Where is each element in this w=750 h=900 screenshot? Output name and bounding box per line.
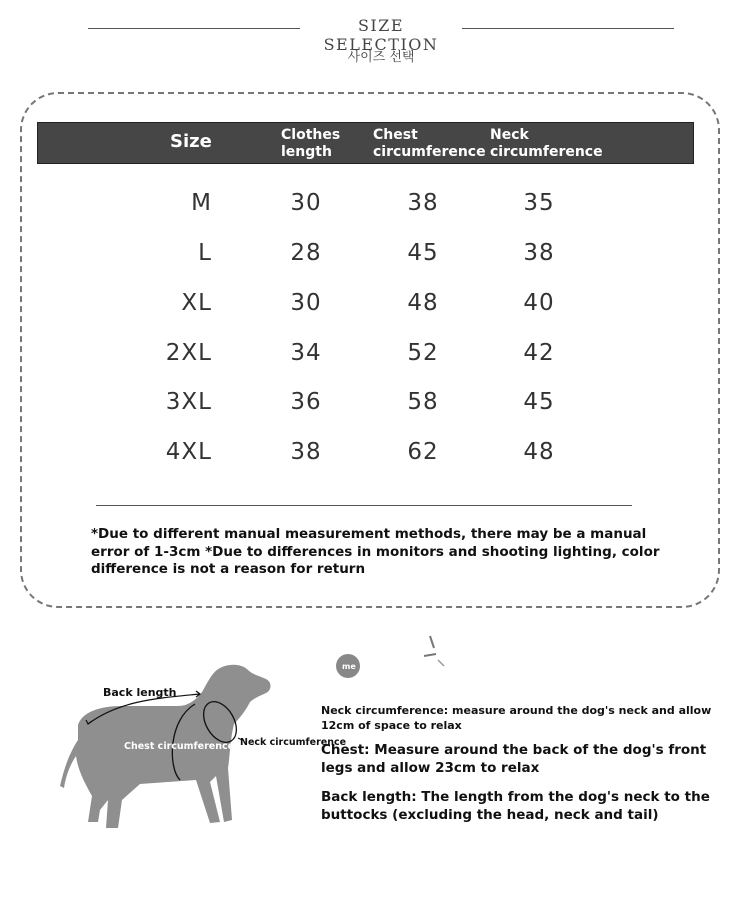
table-row (0, 190, 750, 220)
disclaimer-note: *Due to different manual measurement methods, there may be a manual error of 1-3cm *Due to differences in monitors and shooting lighting, color difference is not a reason for return (91, 526, 660, 577)
measure-badge-text: me (342, 662, 356, 671)
cell-chest: 58 (407, 389, 439, 415)
header-chest (373, 127, 486, 161)
back-instruction: Back length: The length from the dog's neck to the buttocks (excluding the head, neck and tail) (321, 789, 710, 823)
section-header (0, 16, 750, 66)
neck-circumference-label: Neck circumference (240, 737, 347, 748)
header-chest-line1: Chest (373, 127, 418, 143)
cell-neck: 45 (523, 389, 555, 415)
chest-circumference-label: Chest circumference (124, 741, 235, 752)
cell-neck: 40 (523, 290, 555, 316)
title-divider-left (88, 28, 300, 29)
table-divider (96, 505, 632, 506)
header-clothes-length (281, 127, 361, 161)
table-row (0, 240, 750, 270)
sparkle-icon (420, 634, 460, 668)
cell-size: 3XL (165, 389, 212, 415)
table-row (0, 439, 750, 469)
table-row (0, 389, 750, 419)
cell-size: L (198, 240, 212, 266)
cell-size: 4XL (165, 439, 212, 465)
header-neck-line2: circumference (490, 144, 603, 160)
cell-length: 28 (290, 240, 322, 266)
title-divider-right (462, 28, 674, 29)
page-title: SIZE SELECTION (323, 16, 439, 54)
neck-instruction: Neck circumference: measure around the dog's neck and allow 12cm of space to relax (321, 704, 712, 732)
page-subtitle: 사이즈 선택 (347, 50, 415, 65)
cell-length: 34 (290, 340, 322, 366)
cell-neck: 35 (523, 190, 555, 216)
header-clothes-length-line2: length (281, 144, 332, 160)
chest-instruction: Chest: Measure around the back of the dog's front legs and allow 23cm to relax (321, 742, 707, 776)
cell-neck: 42 (523, 340, 555, 366)
size-table-header (37, 122, 694, 164)
header-neck-line1: Neck (490, 127, 529, 143)
cell-neck: 38 (523, 240, 555, 266)
cell-length: 30 (290, 190, 322, 216)
cell-neck: 48 (523, 439, 555, 465)
back-length-label: Back length (103, 686, 177, 699)
cell-length: 30 (290, 290, 322, 316)
cell-length: 36 (290, 389, 322, 415)
cell-length: 38 (290, 439, 322, 465)
cell-size: 2XL (165, 340, 212, 366)
header-chest-line2: circumference (373, 144, 486, 160)
cell-size: M (191, 190, 212, 216)
table-row (0, 340, 750, 370)
cell-chest: 62 (407, 439, 439, 465)
cell-chest: 38 (407, 190, 439, 216)
cell-chest: 52 (407, 340, 439, 366)
header-size: Size (170, 131, 212, 152)
header-clothes-length-line1: Clothes (281, 127, 341, 143)
cell-chest: 45 (407, 240, 439, 266)
cell-chest: 48 (407, 290, 439, 316)
table-row (0, 290, 750, 320)
header-neck (490, 127, 610, 161)
cell-size: XL (181, 290, 212, 316)
